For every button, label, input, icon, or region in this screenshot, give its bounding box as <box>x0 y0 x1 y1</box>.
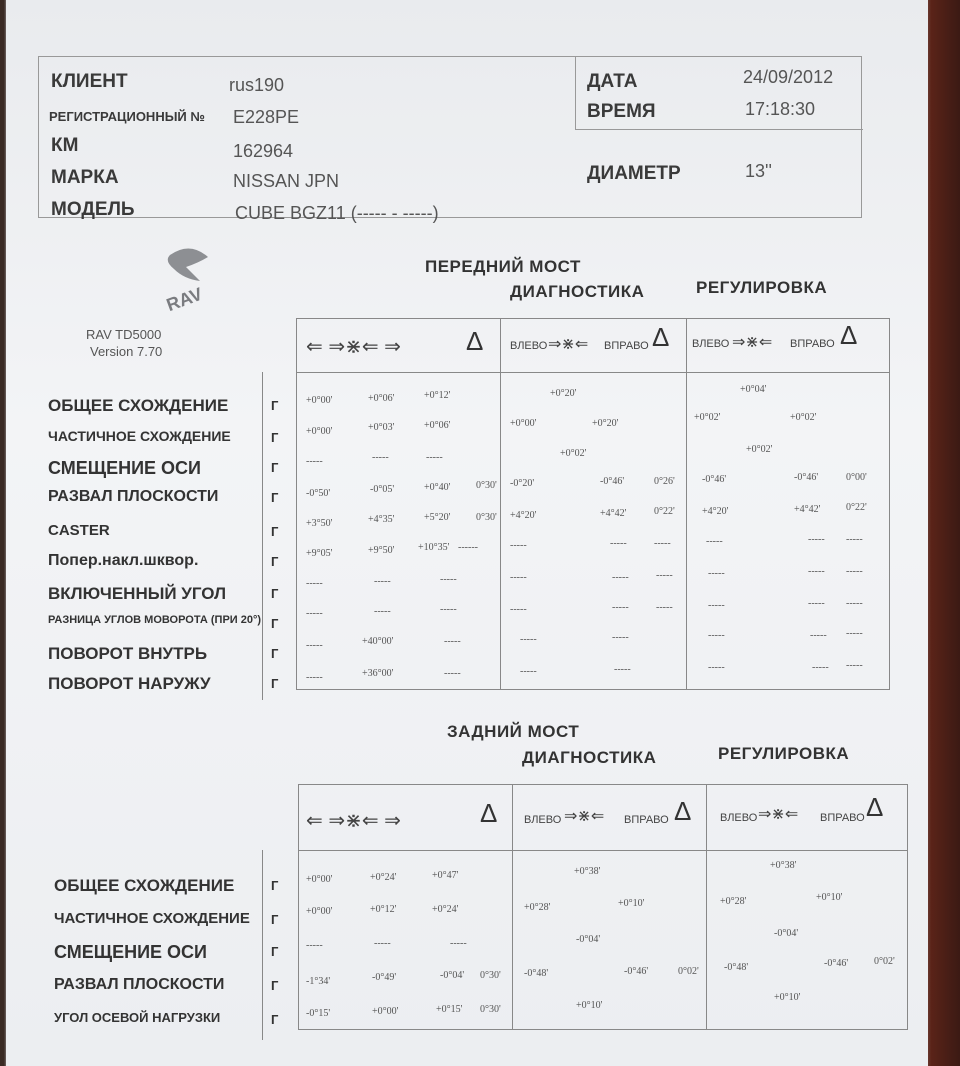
front-cell: +0°00' <box>306 395 333 406</box>
front-cell: +4°42' <box>600 508 627 519</box>
front-cell: +40°00' <box>362 636 394 647</box>
front-cell: ----- <box>444 636 461 647</box>
front-diag-title: ДИАГНОСТИКА <box>510 282 645 301</box>
front-cell: -0°50' <box>306 488 331 499</box>
rear-cell: +0°38' <box>574 866 601 877</box>
rear-cell: -0°04' <box>576 934 601 945</box>
rear-col-divider-2 <box>706 784 707 1030</box>
rear-row-unit: Г <box>271 944 279 959</box>
front-cell: +0°40' <box>424 482 451 493</box>
rear-cell: +0°24' <box>370 872 397 883</box>
front-cell: 0°30' <box>476 480 497 491</box>
rear-cell: +0°00' <box>306 906 333 917</box>
front-cell: +4°20' <box>702 506 729 517</box>
front-cell: +0°06' <box>424 420 451 431</box>
front-cell: ----- <box>708 568 725 579</box>
reg-label: РЕГИСТРАЦИОННЫЙ № <box>49 109 205 124</box>
front-row-unit: Г <box>271 676 279 691</box>
front-cell: ----- <box>374 606 391 617</box>
rear-cell: -0°15' <box>306 1008 331 1019</box>
front-cell: ----- <box>372 452 389 463</box>
front-unit-col-line <box>262 372 263 700</box>
front-adj-right-label: ВПРАВО <box>790 338 835 350</box>
front-cell: ----- <box>612 632 629 643</box>
time-value: 17:18:30 <box>745 99 816 119</box>
front-row-label: СМЕЩЕНИЕ ОСИ <box>48 458 201 478</box>
front-axle-title: ПЕРЕДНИЙ МОСТ <box>425 257 581 276</box>
front-cell: ----- <box>846 598 863 609</box>
split-arrows-icon: ⇒⋇⇐ <box>732 334 773 351</box>
rear-row-unit: Г <box>271 978 279 993</box>
header-divider-horizontal <box>575 129 863 130</box>
front-cell: ----- <box>610 538 627 549</box>
front-cell: ----- <box>706 536 723 547</box>
rear-cell: +0°15' <box>436 1004 463 1015</box>
time-label: ВРЕМЯ <box>587 101 656 122</box>
front-cell: 0°26' <box>654 476 675 487</box>
front-header-line <box>296 372 890 373</box>
front-cell: ----- <box>846 534 863 545</box>
front-cell: 0°22' <box>846 502 867 513</box>
front-row-unit: Г <box>271 554 279 569</box>
logo-text: RAV <box>163 283 206 315</box>
rear-cell: -0°46' <box>624 966 649 977</box>
product-name: RAV TD5000 <box>86 327 162 342</box>
delta-icon: Δ <box>866 792 884 822</box>
delta-icon: Δ <box>840 320 858 350</box>
make-label: МАРКА <box>51 167 119 188</box>
front-cell: -0°20' <box>510 478 535 489</box>
delta-icon: Δ <box>480 798 498 828</box>
date-label: ДАТА <box>587 71 638 92</box>
front-row-label: ОБЩЕЕ СХОЖДЕНИЕ <box>48 396 229 415</box>
rear-adj-right-label: ВПРАВО <box>820 812 865 824</box>
rear-col-divider-1 <box>512 784 513 1030</box>
front-cell: +0°12' <box>424 390 451 401</box>
rear-axle-title: ЗАДНИЙ МОСТ <box>447 722 580 741</box>
front-cell: ----- <box>612 602 629 613</box>
front-cell: ----- <box>520 634 537 645</box>
rear-cell: +0°00' <box>306 874 333 885</box>
km-value: 162964 <box>233 141 294 161</box>
front-row-label: ПОВОРОТ ВНУТРЬ <box>48 644 208 663</box>
front-cell: ----- <box>846 566 863 577</box>
rear-cell: -0°48' <box>724 962 749 973</box>
front-cell: +4°20' <box>510 510 537 521</box>
rear-cell: +0°10' <box>618 898 645 909</box>
front-cell: ----- <box>306 608 323 619</box>
product-version: Version 7.70 <box>90 344 163 359</box>
rear-row-label: ЧАСТИЧНОЕ СХОЖДЕНИЕ <box>54 910 250 927</box>
diameter-value: 13'' <box>745 161 772 181</box>
front-cell: ----- <box>656 602 673 613</box>
front-row-label: Попер.накл.шквор. <box>48 552 199 569</box>
front-cell: +36°00' <box>362 668 394 679</box>
front-cell: ----- <box>708 600 725 611</box>
rear-cell: 0°30' <box>480 1004 501 1015</box>
front-cell: +4°35' <box>368 514 395 525</box>
rear-cell: ----- <box>450 938 467 949</box>
rear-row-unit: Г <box>271 1012 279 1027</box>
front-cell: ----- <box>614 664 631 675</box>
front-row-label: ВКЛЮЧЕННЫЙ УГОЛ <box>48 584 227 603</box>
split-arrows-icon: ⇒⋇⇐ <box>564 808 605 825</box>
rear-cell: +0°12' <box>370 904 397 915</box>
rear-cell: 0°30' <box>480 970 501 981</box>
front-diag-right-label: ВПРАВО <box>604 340 649 352</box>
front-cell: +0°00' <box>306 426 333 437</box>
front-cell: ----- <box>520 666 537 677</box>
front-row-unit: Г <box>271 490 279 505</box>
rear-header-line <box>298 850 908 851</box>
front-cell: 0°30' <box>476 512 497 523</box>
rear-adj-left-label: ВЛЕВО <box>720 812 758 824</box>
front-adj-title: РЕГУЛИРОВКА <box>696 278 828 297</box>
front-cell: +0°00' <box>510 418 537 429</box>
front-diag-left-label: ВЛЕВО <box>510 340 548 352</box>
rear-row-label: УГОЛ ОСЕВОЙ НАГРУЗКИ <box>54 1010 221 1025</box>
front-cell: +0°02' <box>746 444 773 455</box>
rear-cell: +0°28' <box>524 902 551 913</box>
split-arrows-icon: ⇒⋇⇐ <box>758 806 799 823</box>
front-cell: ----- <box>808 598 825 609</box>
model-label: МОДЕЛЬ <box>51 199 135 220</box>
front-row-unit: Г <box>271 430 279 445</box>
client-label: КЛИЕНТ <box>51 71 128 92</box>
front-cell: +9°05' <box>306 548 333 559</box>
front-cell: -0°46' <box>600 476 625 487</box>
front-cell: ----- <box>708 662 725 673</box>
rear-cell: -0°48' <box>524 968 549 979</box>
header-box <box>38 56 862 223</box>
front-cell: ----- <box>510 604 527 615</box>
front-cell: ----- <box>306 578 323 589</box>
front-cell: ----- <box>510 572 527 583</box>
rear-cell: ----- <box>306 940 323 951</box>
rear-row-label: РАЗВАЛ ПЛОСКОСТИ <box>54 976 225 993</box>
front-cell: ----- <box>444 668 461 679</box>
front-cell: +0°03' <box>368 422 395 433</box>
rear-row-label: СМЕЩЕНИЕ ОСИ <box>54 942 207 962</box>
rav-logo-icon <box>160 245 220 315</box>
front-row-unit: Г <box>271 398 279 413</box>
front-col-divider-1 <box>500 318 501 690</box>
make-value: NISSAN JPN <box>233 171 340 191</box>
front-row-label: ПОВОРОТ НАРУЖУ <box>48 674 211 693</box>
front-cell: ----- <box>306 456 323 467</box>
front-cell: ----- <box>656 570 673 581</box>
rear-unit-col-line <box>262 850 263 1040</box>
rear-cell: 0°02' <box>874 956 895 967</box>
front-cell: ----- <box>306 672 323 683</box>
rear-diag-left-label: ВЛЕВО <box>524 814 562 826</box>
front-cell: 0°00' <box>846 472 867 483</box>
front-row-unit: Г <box>271 616 279 631</box>
front-cell: +0°02' <box>694 412 721 423</box>
rear-diag-right-label: ВПРАВО <box>624 814 669 826</box>
rear-cell: +0°24' <box>432 904 459 915</box>
front-cell: +0°20' <box>592 418 619 429</box>
front-cell: +0°04' <box>740 384 767 395</box>
toe-arrows-icon: ⇐ ⇒⋇⇐ ⇒ <box>306 810 401 832</box>
front-row-unit: Г <box>271 524 279 539</box>
rear-cell: +0°28' <box>720 896 747 907</box>
rear-row-unit: Г <box>271 912 279 927</box>
front-cell: ----- <box>374 576 391 587</box>
rear-cell: -1°34' <box>306 976 331 987</box>
front-cell: +10°35' <box>418 542 450 553</box>
front-cell: ----- <box>426 452 443 463</box>
front-row-label: РАЗНИЦА УГЛОВ МОВОРОТА (ПРИ 20°) <box>48 614 262 626</box>
front-adj-left-label: ВЛЕВО <box>692 338 730 350</box>
front-cell: ----- <box>808 566 825 577</box>
delta-icon: Δ <box>674 796 692 826</box>
rear-cell: +0°10' <box>816 892 843 903</box>
rear-cell: +0°47' <box>432 870 459 881</box>
front-cell: ----- <box>306 640 323 651</box>
front-row-label: CASTER <box>48 522 110 539</box>
front-cell: +9°50' <box>368 545 395 556</box>
delta-icon: Δ <box>652 322 670 352</box>
client-value: rus190 <box>229 75 285 95</box>
front-cell: +0°02' <box>790 412 817 423</box>
front-cell: ----- <box>654 538 671 549</box>
front-row-unit: Г <box>271 586 279 601</box>
front-cell: +0°20' <box>550 388 577 399</box>
header-divider <box>575 57 576 129</box>
front-cell: +5°20' <box>424 512 451 523</box>
rear-adj-title: РЕГУЛИРОВКА <box>718 744 850 763</box>
front-col-divider-2 <box>686 318 687 690</box>
front-cell: ----- <box>612 572 629 583</box>
reg-value: E228PE <box>233 107 300 127</box>
rear-cell: -0°49' <box>372 972 397 983</box>
front-row-label: ЧАСТИЧНОЕ СХОЖДЕНИЕ <box>48 428 231 444</box>
front-cell: -0°05' <box>370 484 395 495</box>
rear-row-unit: Г <box>271 878 279 893</box>
front-cell: ----- <box>808 534 825 545</box>
date-value: 24/09/2012 <box>743 67 834 87</box>
rear-row-label: ОБЩЕЕ СХОЖДЕНИЕ <box>54 876 235 895</box>
front-cell: +0°02' <box>560 448 587 459</box>
front-cell: ------ <box>458 542 478 553</box>
front-row-unit: Г <box>271 460 279 475</box>
rear-cell: +0°00' <box>372 1006 399 1017</box>
front-row-label: РАЗВАЛ ПЛОСКОСТИ <box>48 488 219 505</box>
rear-cell: ----- <box>374 938 391 949</box>
front-row-unit: Г <box>271 646 279 661</box>
front-cell: ----- <box>812 662 829 673</box>
front-cell: ----- <box>846 660 863 671</box>
diameter-label: ДИАМЕТР <box>587 163 681 184</box>
front-cell: ----- <box>440 604 457 615</box>
front-cell: ----- <box>846 628 863 639</box>
rear-diag-title: ДИАГНОСТИКА <box>522 748 657 767</box>
front-cell: ----- <box>510 540 527 551</box>
front-cell: 0°22' <box>654 506 675 517</box>
front-cell: ----- <box>810 630 827 641</box>
rear-cell: -0°04' <box>440 970 465 981</box>
toe-arrows-icon: ⇐ ⇒⋇⇐ ⇒ <box>306 336 401 358</box>
front-cell: +3°50' <box>306 518 333 529</box>
rear-cell: +0°10' <box>774 992 801 1003</box>
rear-cell: 0°02' <box>678 966 699 977</box>
rear-cell: -0°46' <box>824 958 849 969</box>
front-cell: -0°46' <box>702 474 727 485</box>
delta-icon: Δ <box>466 326 484 356</box>
model-value: CUBE BGZ11 (----- - -----) <box>235 203 439 223</box>
front-cell: ----- <box>440 574 457 585</box>
front-cell: +0°06' <box>368 393 395 404</box>
rear-cell: +0°38' <box>770 860 797 871</box>
front-cell: -0°46' <box>794 472 819 483</box>
rear-cell: +0°10' <box>576 1000 603 1011</box>
rear-cell: -0°04' <box>774 928 799 939</box>
split-arrows-icon: ⇒⋇⇐ <box>548 336 589 353</box>
front-cell: ----- <box>708 630 725 641</box>
km-label: КМ <box>51 135 79 156</box>
front-cell: +4°42' <box>794 504 821 515</box>
